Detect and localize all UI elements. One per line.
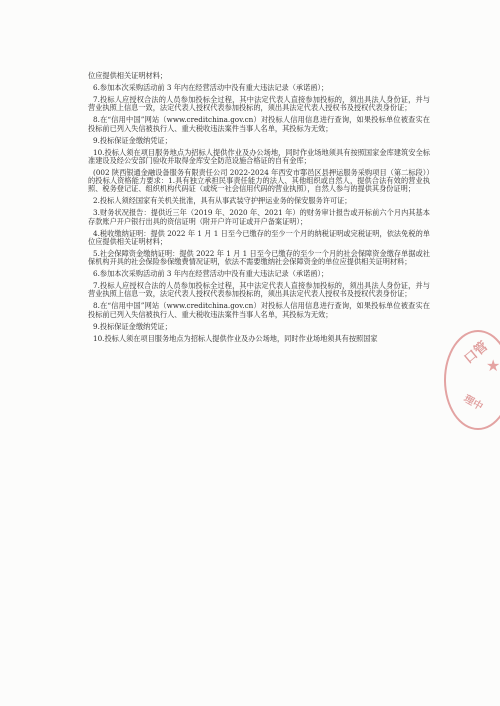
paragraph: 9.投标保证金缴纳凭证；: [93, 135, 172, 145]
seal-text-bottom: 理中: [461, 393, 485, 413]
paragraph: 8.在“信用中国”网站（www.creditchina.gov.cn）对投标人信用信息进行查询，如果投标单位被查实在投标前已列入失信被执行人、重大税收违法案件当事人名单，其投标为无效；: [88, 115, 430, 133]
seal-star-icon: ★: [486, 356, 500, 375]
paragraph: 7.投标人应授权合法的人员参加投标全过程，其中法定代表人直接参加投标的，须出具法人身份证，并与营业执照上信息一致，法定代表人授权代表参加投标的，须出具法定代表人授权书及授权代表身份证；: [88, 94, 430, 113]
paragraph: 5.社会保障资金缴纳证明：提供 2022 年 1 月 1 日至今已缴存的至少一个月的社会保障资金缴存单据或社保机构开具的社会保险参保缴费情况证明，依法不需要缴纳社会保障资金的单位应提供相关证明材料；: [88, 248, 430, 267]
paragraph: 8.在“信用中国”网站（www.creditchina.gov.cn）对投标人信用信息进行查询，如果投标单位被查实在投标前已列入失信被执行人、重大税收违法案件当事人名单，其投标为无效；: [88, 301, 430, 319]
paragraph: (002 陕西银通金融设备服务有限责任公司 2022-2024 年西安市鄠邑区县押运服务采购项目（第二标段））的投标人资格能力要求：1.具有独立承担民事责任能力的法人、其他组织或自然人，提供合法有效的营业执照、税务登记证、组织机构代码证（或统一社会信用代码的营业执照），自然人参与的提供其身份证明；: [88, 167, 430, 194]
paragraph: 3.财务状况报告：提供近三年（2019 年、2020 年、2021 年）的财务审计报告或开标前六个月内其基本存款账户开户银行出具的资信证明（附开户许可证或开户备案证明）；: [88, 208, 430, 226]
paragraph: 4.税收缴纳证明：提供 2022 年 1 月 1 日至今已缴存的至少一个月的纳税证明或完税证明，依法免税的单位应提供相关证明材料；: [88, 228, 430, 246]
paragraph: 10.投标人须在项目服务地点为招标人提供作业及办公场地，同时作业场地须具有按照国家金库建筑安全标准建设及经公安部门验收并取得金库安全防范设施合格证的自有金库；: [88, 147, 430, 165]
document-body: [88, 72, 430, 346]
paragraph: 位应提供相关证明材料；: [88, 71, 168, 80]
paragraph: 2.投标人须经国家有关机关批准，具有从事武装守护押运业务的保安服务许可证；: [93, 196, 352, 206]
paragraph: 9.投标保证金缴纳凭证；: [93, 321, 172, 331]
paragraph: 6.参加本次采购活动前 3 年内在经营活动中没有重大违法记录（承诺函）；: [93, 269, 329, 279]
paragraph: 10.投标人须在项目服务地点为招标人提供作业及办公场地，同时作业场地须具有按照国家: [93, 333, 378, 343]
paragraph: 6.参加本次采购活动前 3 年内在经营活动中没有重大违法记录（承诺函）；: [93, 82, 329, 92]
paragraph: 7.投标人应授权合法的人员参加投标全过程，其中法定代表人直接参加投标的，须出具法人身份证，并与营业执照上信息一致，法定代表人授权代表参加投标的，须出具法定代表人授权书及授权代表身份证；: [88, 281, 430, 299]
seal-text-top: 口管: [461, 338, 492, 368]
